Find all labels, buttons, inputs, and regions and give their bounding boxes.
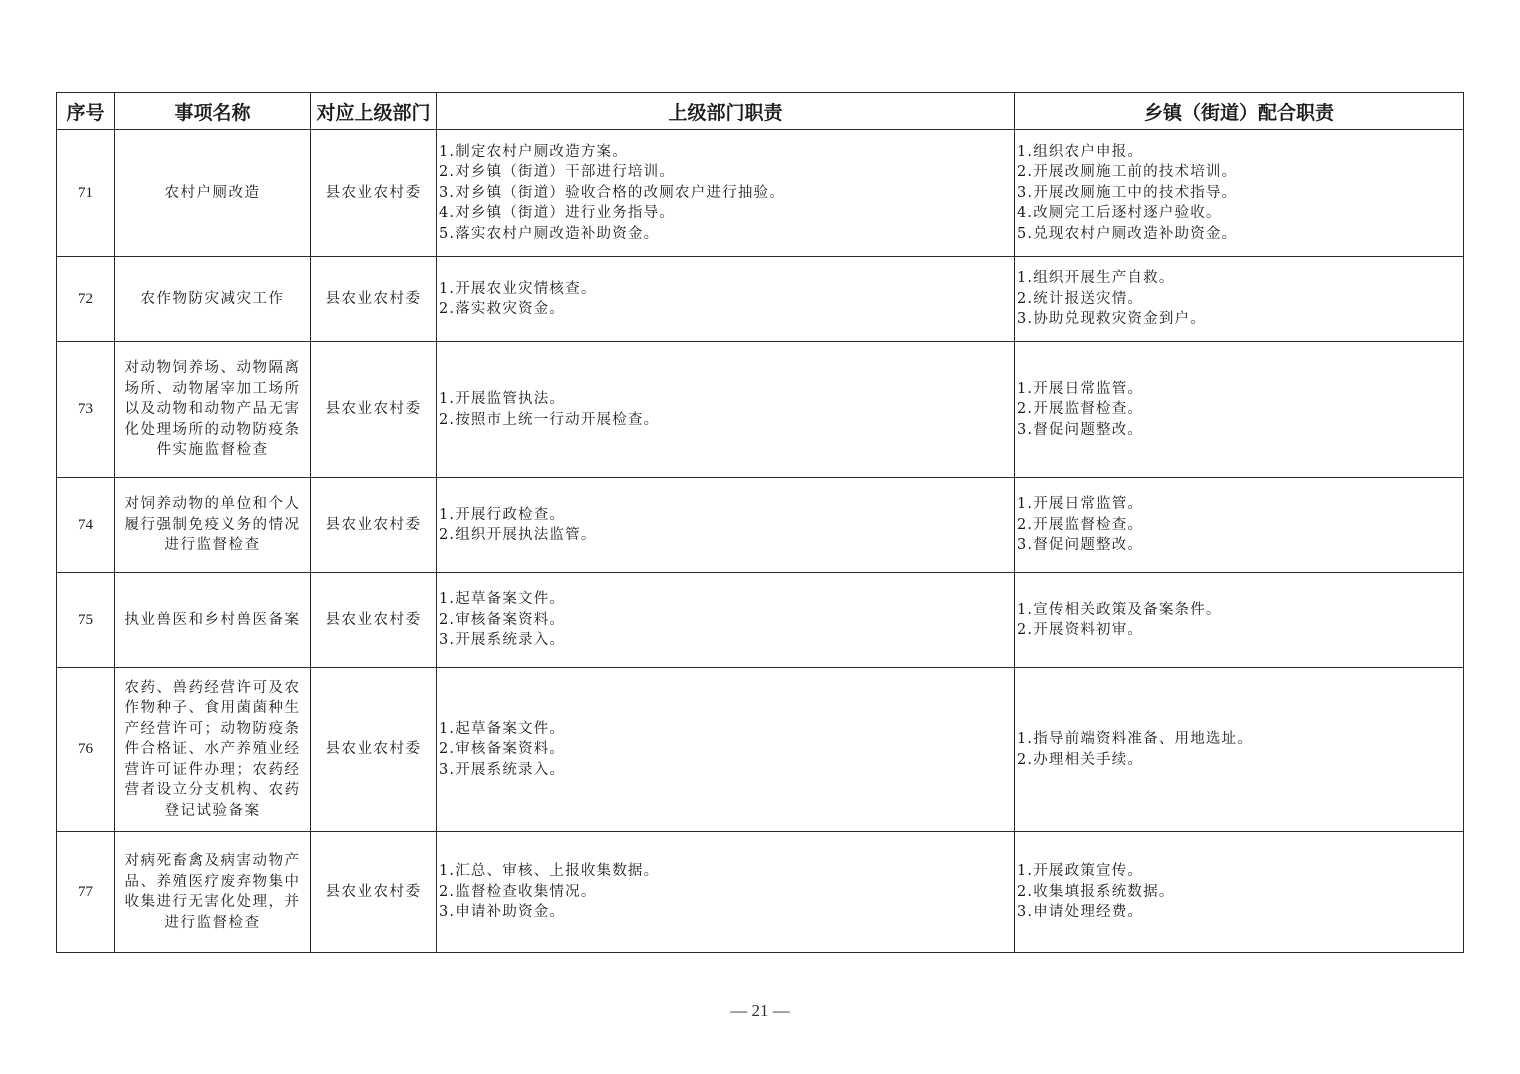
row-upper-duties (437, 832, 1015, 953)
header-town-duties: 乡镇（街道）配合职责 (1015, 93, 1464, 130)
duty-line: 2.开展监督检查。 (1017, 401, 1144, 418)
duty-line: 2.开展监督检查。 (1017, 516, 1144, 533)
duty-line: 2.统计报送灾情。 (1017, 290, 1144, 307)
table-row (57, 130, 1464, 257)
page-number: — 21 — (730, 1001, 790, 1020)
row-item-name (115, 257, 311, 342)
duty-line: 2.按照市上统一行动开展检查。 (439, 411, 660, 428)
row-serial: 76 (57, 668, 115, 832)
row-department: 县农业农村委 (311, 668, 437, 832)
row-item-name (115, 130, 311, 257)
table-row (57, 573, 1464, 668)
row-item-name (115, 342, 311, 478)
item-name-line: 品、养殖医疗废弃物集中 (124, 873, 301, 890)
duty-line: 1.汇总、审核、上报收集数据。 (439, 863, 660, 880)
item-name-line: 登记试验备案 (164, 802, 261, 819)
item-name-line: 营许可证件办理；农药经 (124, 761, 301, 778)
item-name-line: 农作物防灾减灾工作 (140, 290, 285, 307)
duty-line: 3.申请补助资金。 (439, 904, 566, 921)
duty-line: 1.组织开展生产自救。 (1017, 270, 1175, 287)
item-name-line: 执业兽医和乡村兽医备案 (124, 611, 301, 628)
item-name-line: 作物种子、食用菌菌种生 (124, 700, 301, 717)
row-item-name (115, 478, 311, 573)
row-department: 县农业农村委 (311, 342, 437, 478)
row-upper-duties (437, 478, 1015, 573)
item-name-line: 履行强制免疫义务的情况 (124, 516, 301, 533)
duty-line: 2.收集填报系统数据。 (1017, 883, 1175, 900)
duty-line: 1.开展监管执法。 (439, 391, 566, 407)
header-item-name: 事项名称 (115, 93, 311, 130)
item-name-line: 营者设立分支机构、农药 (124, 782, 301, 799)
item-name-line: 件合格证、水产养殖业经 (124, 741, 301, 758)
duty-line: 2.审核备案资料。 (439, 741, 566, 758)
row-upper-duties (437, 342, 1015, 478)
duty-line: 2.对乡镇（街道）干部进行培训。 (439, 164, 676, 181)
row-town-duties (1015, 478, 1464, 573)
duty-line: 2.审核备案资料。 (439, 611, 566, 628)
duty-line: 1.开展政策宣传。 (1017, 863, 1144, 880)
item-name-line: 收集进行无害化处理，并 (124, 894, 301, 910)
duty-line: 5.落实农村户厕改造补助资金。 (439, 225, 660, 242)
duty-line: 2.办理相关手续。 (1017, 751, 1144, 768)
duty-line: 3.开展系统录入。 (439, 761, 566, 778)
item-name-line: 农药、兽药经营许可及农 (124, 679, 301, 696)
row-item-name (115, 668, 311, 832)
duty-line: 1.开展农业灾情核查。 (439, 280, 597, 297)
row-serial: 74 (57, 478, 115, 573)
duty-line: 1.起草备案文件。 (439, 591, 566, 608)
duty-line: 1.制定农村户厕改造方案。 (439, 143, 628, 160)
header-upper-duties: 上级部门职责 (437, 93, 1015, 130)
table-row (57, 668, 1464, 832)
duty-line: 3.开展改厕施工中的技术指导。 (1017, 184, 1238, 201)
item-name-line: 农村户厕改造 (164, 184, 261, 201)
row-upper-duties (437, 130, 1015, 257)
item-name-line: 对饲养动物的单位和个人 (124, 496, 301, 513)
table-row (57, 257, 1464, 342)
row-upper-duties (437, 573, 1015, 668)
item-name-line: 产经营许可；动物防疫条 (124, 720, 301, 737)
duty-line: 1.开展日常监管。 (1017, 496, 1144, 513)
row-upper-duties (437, 668, 1015, 832)
table-header-row (57, 93, 1464, 130)
row-item-name (115, 573, 311, 668)
table-row (57, 832, 1464, 953)
duty-line: 3.协助兑现救灾资金到户。 (1017, 311, 1206, 328)
duty-line: 4.改厕完工后逐村逐户验收。 (1017, 205, 1222, 222)
row-serial: 77 (57, 832, 115, 953)
duty-line: 3.对乡镇（街道）验收合格的改厕农户进行抽验。 (439, 184, 785, 201)
table-row (57, 478, 1464, 573)
header-serial: 序号 (57, 93, 115, 130)
row-serial: 73 (57, 342, 115, 478)
item-name-line: 件实施监督检查 (156, 442, 269, 459)
duty-line: 1.指导前端资料准备、用地选址。 (1017, 731, 1254, 747)
duty-line: 2.开展改厕施工前的技术培训。 (1017, 164, 1238, 181)
duty-line: 4.对乡镇（街道）进行业务指导。 (439, 205, 676, 222)
item-name-line: 以及动物和动物产品无害 (124, 401, 301, 418)
duty-line: 1.开展行政检查。 (439, 506, 566, 523)
duty-line: 1.宣传相关政策及备案条件。 (1017, 601, 1222, 618)
item-name-line: 进行监督检查 (164, 537, 261, 554)
duty-line: 2.监督检查收集情况。 (439, 883, 597, 900)
header-upper-department: 对应上级部门 (311, 93, 437, 130)
row-department: 县农业农村委 (311, 257, 437, 342)
row-town-duties (1015, 342, 1464, 478)
duty-line: 3.开展系统录入。 (439, 632, 566, 649)
item-name-line: 进行监督检查 (164, 914, 261, 931)
duty-line: 2.落实救灾资金。 (439, 301, 566, 317)
row-item-name (115, 832, 311, 953)
row-town-duties (1015, 573, 1464, 668)
row-town-duties (1015, 130, 1464, 257)
duty-line: 1.开展日常监管。 (1017, 380, 1144, 397)
duty-line: 3.督促问题整改。 (1017, 537, 1144, 554)
item-name-line: 场所、动物屠宰加工场所 (124, 380, 301, 397)
duty-line: 3.申请处理经费。 (1017, 904, 1144, 921)
row-town-duties (1015, 832, 1464, 953)
duty-line: 1.起草备案文件。 (439, 720, 566, 737)
duty-line: 2.开展资料初审。 (1017, 622, 1144, 638)
item-name-line: 化处理场所的动物防疫条 (124, 421, 301, 438)
item-name-line: 对动物饲养场、动物隔离 (124, 360, 301, 377)
duty-line: 5.兑现农村户厕改造补助资金。 (1017, 225, 1238, 242)
duty-line: 2.组织开展执法监管。 (439, 527, 597, 543)
duty-line: 3.督促问题整改。 (1017, 421, 1144, 438)
row-department: 县农业农村委 (311, 832, 437, 953)
row-serial: 72 (57, 257, 115, 342)
row-serial: 75 (57, 573, 115, 668)
duty-line: 1.组织农户申报。 (1017, 143, 1144, 160)
responsibility-table (56, 92, 1464, 953)
row-upper-duties (437, 257, 1015, 342)
row-department: 县农业农村委 (311, 130, 437, 257)
table-row (57, 342, 1464, 478)
row-serial: 71 (57, 130, 115, 257)
item-name-line: 对病死畜禽及病害动物产 (124, 853, 301, 869)
row-town-duties (1015, 668, 1464, 832)
row-department: 县农业农村委 (311, 478, 437, 573)
row-department: 县农业农村委 (311, 573, 437, 668)
row-town-duties (1015, 257, 1464, 342)
